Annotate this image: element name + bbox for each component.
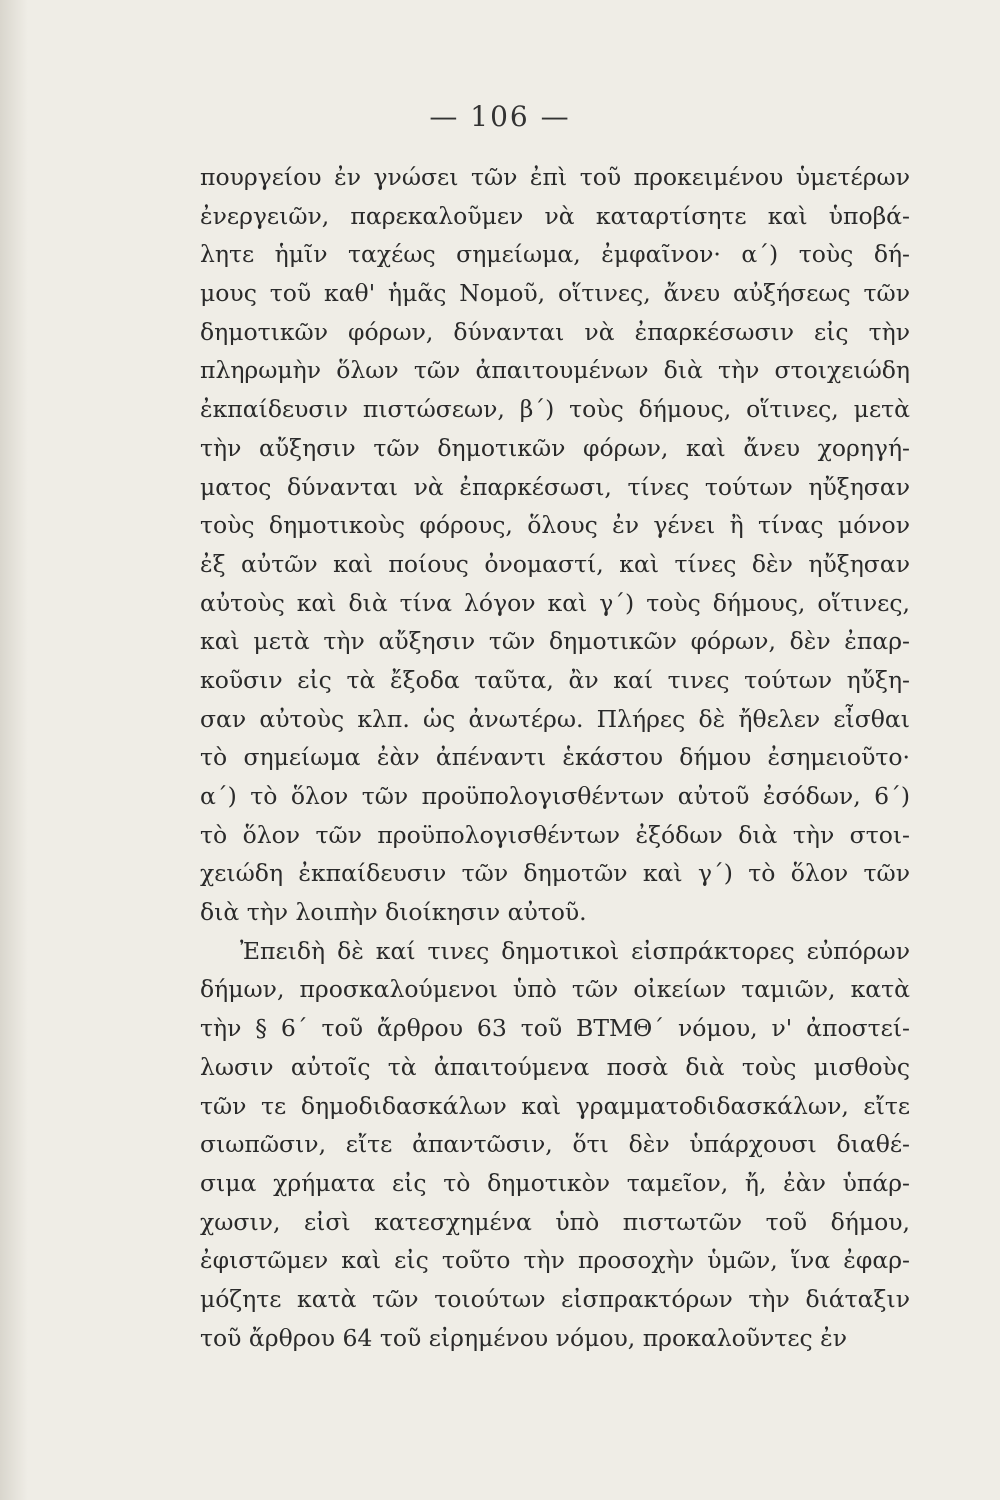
text-line: ἐνεργειῶν, παρεκαλοῦμεν νὰ καταρτίσητε καὶ ὑποβά- <box>200 201 910 230</box>
page-number: — 106 — <box>429 100 571 133</box>
text-line: αὐτοὺς καὶ διὰ τίνα λόγον καὶ γ΄) τοὺς δήμους, οἵτινες, <box>200 588 910 617</box>
text-line: μόζητε κατὰ τῶν τοιούτων εἰσπρακτόρων τὴν διάταξιν <box>200 1284 910 1313</box>
text-line: τὴν § 6΄ τοῦ ἄρθρου 63 τοῦ ΒΤΜΘ΄ νόμου, ν' ἀποστεί- <box>200 1014 910 1043</box>
text-line: σαν αὐτοὺς κλπ. ὡς ἀνωτέρω. Πλήρες δὲ ἤθελεν εἶσθαι <box>200 704 910 733</box>
text-line: πληρωμὴν ὅλων τῶν ἀπαιτουμένων διὰ τὴν στοιχειώδη <box>200 356 910 385</box>
text-line: πουργείου ἐν γνώσει τῶν ἐπὶ τοῦ προκειμένου ὑμετέρων <box>200 163 910 191</box>
text-line: ματος δύνανται νὰ ἐπαρκέσωσι, τίνες τούτων ηὔξησαν <box>200 472 910 501</box>
text-line: λητε ἡμῖν ταχέως σημείωμα, ἐμφαῖνον· α΄) τοὺς δή- <box>200 240 910 269</box>
text-line: καὶ μετὰ τὴν αὔξησιν τῶν δημοτικῶν φόρων, δὲν ἐπαρ- <box>200 627 910 656</box>
text-line: σιμα χρήματα εἰς τὸ δημοτικὸν ταμεῖον, ἤ, ἐὰν ὑπάρ- <box>200 1168 910 1197</box>
text-line: τοὺς δημοτικοὺς φόρους, ὅλους ἐν γένει ἢ τίνας μόνον <box>200 511 910 540</box>
text-line: ἐφιστῶμεν καὶ εἰς τοῦτο τὴν προσοχὴν ὑμῶν, ἵνα ἐφαρ- <box>200 1246 910 1275</box>
text-line: κοῦσιν εἰς τὰ ἔξοδα ταῦτα, ἂν καί τινες τούτων ηὔξη- <box>200 665 910 694</box>
text-line: ἐξ αὐτῶν καὶ ποίους ὀνομαστί, καὶ τίνες δὲν ηὔξησαν <box>200 549 910 578</box>
text-line: χειώδη ἐκπαίδευσιν τῶν δημοτῶν καὶ γ΄) τὸ ὅλον τῶν <box>200 859 910 888</box>
paragraph-1 <box>200 158 910 932</box>
text-line: ἐκπαίδευσιν πιστώσεων, β΄) τοὺς δήμους, οἵτινες, μετὰ <box>200 395 910 424</box>
text-line: τῶν τε δημοδιδασκάλων καὶ γραμματοδιδασκάλων, εἴτε <box>200 1091 910 1120</box>
body-text <box>200 158 910 1357</box>
text-line: τὸ σημείωμα ἐὰν ἀπέναντι ἑκάστου δήμου ἐσημειοῦτο· <box>200 743 910 772</box>
text-line: χωσιν, εἰσὶ κατεσχημένα ὑπὸ πιστωτῶν τοῦ δήμου, <box>200 1207 910 1236</box>
text-line: σιωπῶσιν, εἴτε ἀπαντῶσιν, ὅτι δὲν ὑπάρχουσι διαθέ- <box>200 1130 910 1159</box>
text-line: διὰ τὴν λοιπὴν διοίκησιν αὐτοῦ. <box>200 898 587 927</box>
text-line: λωσιν αὐτοῖς τὰ ἀπαιτούμενα ποσὰ διὰ τοὺς μισθοὺς <box>200 1052 910 1081</box>
text-line: α΄) τὸ ὅλον τῶν προϋπολογισθέντων αὐτοῦ ἐσόδων, 6΄) <box>200 782 910 810</box>
text-line: δημοτικῶν φόρων, δύνανται νὰ ἐπαρκέσωσιν εἰς τὴν <box>200 317 910 346</box>
text-line: Ἐπειδὴ δὲ καί τινες δημοτικοὶ εἰσπράκτορες εὐπόρων <box>240 936 910 965</box>
text-line: δήμων, προσκαλούμενοι ὑπὸ τῶν οἰκείων ταμιῶν, κατὰ <box>200 975 910 1004</box>
text-line: τὴν αὔξησιν τῶν δημοτικῶν φόρων, καὶ ἄνευ χορηγή- <box>200 433 910 462</box>
text-line: μους τοῦ καθ' ἡμᾶς Νομοῦ, οἵτινες, ἄνευ αὐξήσεως τῶν <box>200 279 910 308</box>
text-line: τὸ ὅλον τῶν προϋπολογισθέντων ἐξόδων διὰ τὴν στοι- <box>200 820 910 849</box>
text-line: τοῦ ἄρθρου 64 τοῦ εἰρημένου νόμου, προκαλοῦντες ἐν <box>200 1323 848 1352</box>
paragraph-2 <box>200 932 910 1358</box>
page-binding-shadow <box>0 0 28 1500</box>
